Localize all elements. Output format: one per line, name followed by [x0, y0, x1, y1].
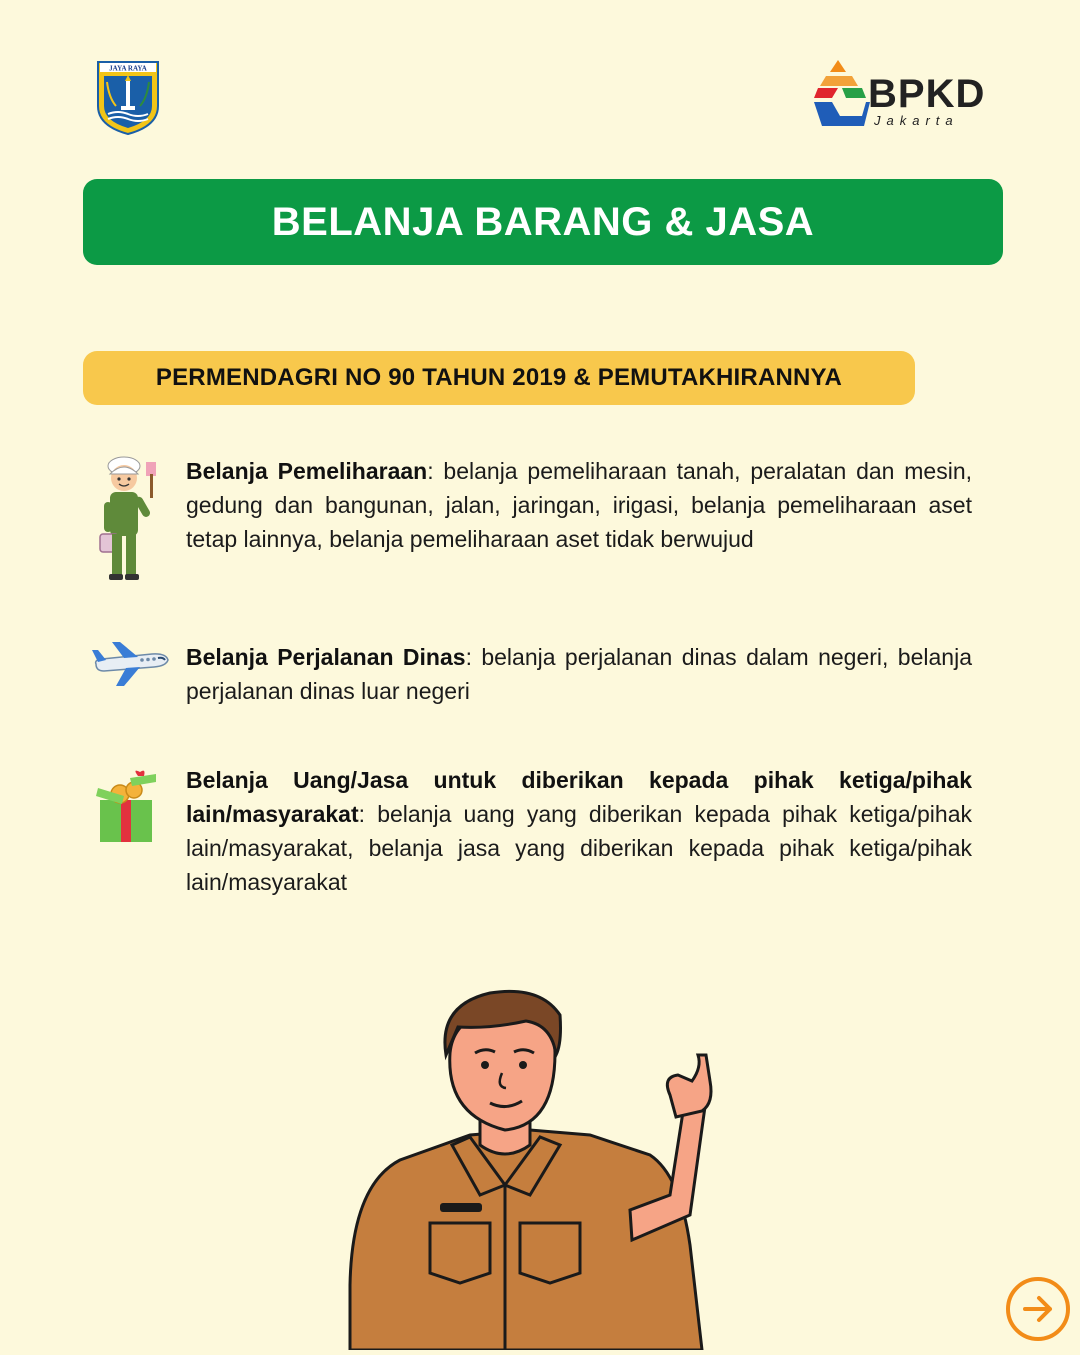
- page-title: BELANJA BARANG & JASA: [83, 179, 1003, 265]
- gift-box-icon: [94, 770, 160, 844]
- jakarta-emblem-logo: [94, 58, 162, 136]
- next-slide-button[interactable]: [1006, 1277, 1070, 1341]
- item-term: Belanja Perjalanan Dinas: [186, 644, 466, 670]
- list-item: [186, 454, 972, 556]
- airplane-icon: [90, 640, 170, 688]
- item-term: Belanja Uang/Jasa untuk diberikan kepada pihak ketiga/pihak lain/masyarakat: [186, 767, 972, 827]
- emblem-label: JAYA RAYA: [109, 64, 147, 73]
- arrow-right-icon: [1019, 1290, 1057, 1328]
- brand-name: BPKD: [868, 72, 986, 116]
- item-description: : belanja perjalanan dinas dalam negeri, belanja perjalanan dinas luar negeri: [186, 644, 972, 704]
- list-item: [186, 763, 972, 899]
- maintenance-worker-icon: [96, 454, 168, 584]
- item-description: : belanja uang yang diberikan kepada pihak ketiga/pihak lain/masyarakat, belanja jasa yang diberikan kepada pihak ketiga/pihak lain/masyarakat: [186, 801, 972, 895]
- list-item: [186, 640, 972, 708]
- regulation-subtitle: PERMENDAGRI NO 90 TAHUN 2019 & PEMUTAKHIRANNYA: [83, 351, 915, 405]
- item-description: : belanja pemeliharaan tanah, peralatan dan mesin, gedung dan bangunan, jalan, jaringan, irigasi, belanja pemeliharaan aset tetap lainnya, belanja pemeliharaan aset tidak berwujud: [186, 458, 972, 552]
- item-term: Belanja Pemeliharaan: [186, 458, 428, 484]
- pointing-civil-servant-illustration: [330, 985, 730, 1350]
- brand-subtitle: Jakarta: [874, 113, 959, 128]
- bpkd-logo: [812, 58, 1002, 130]
